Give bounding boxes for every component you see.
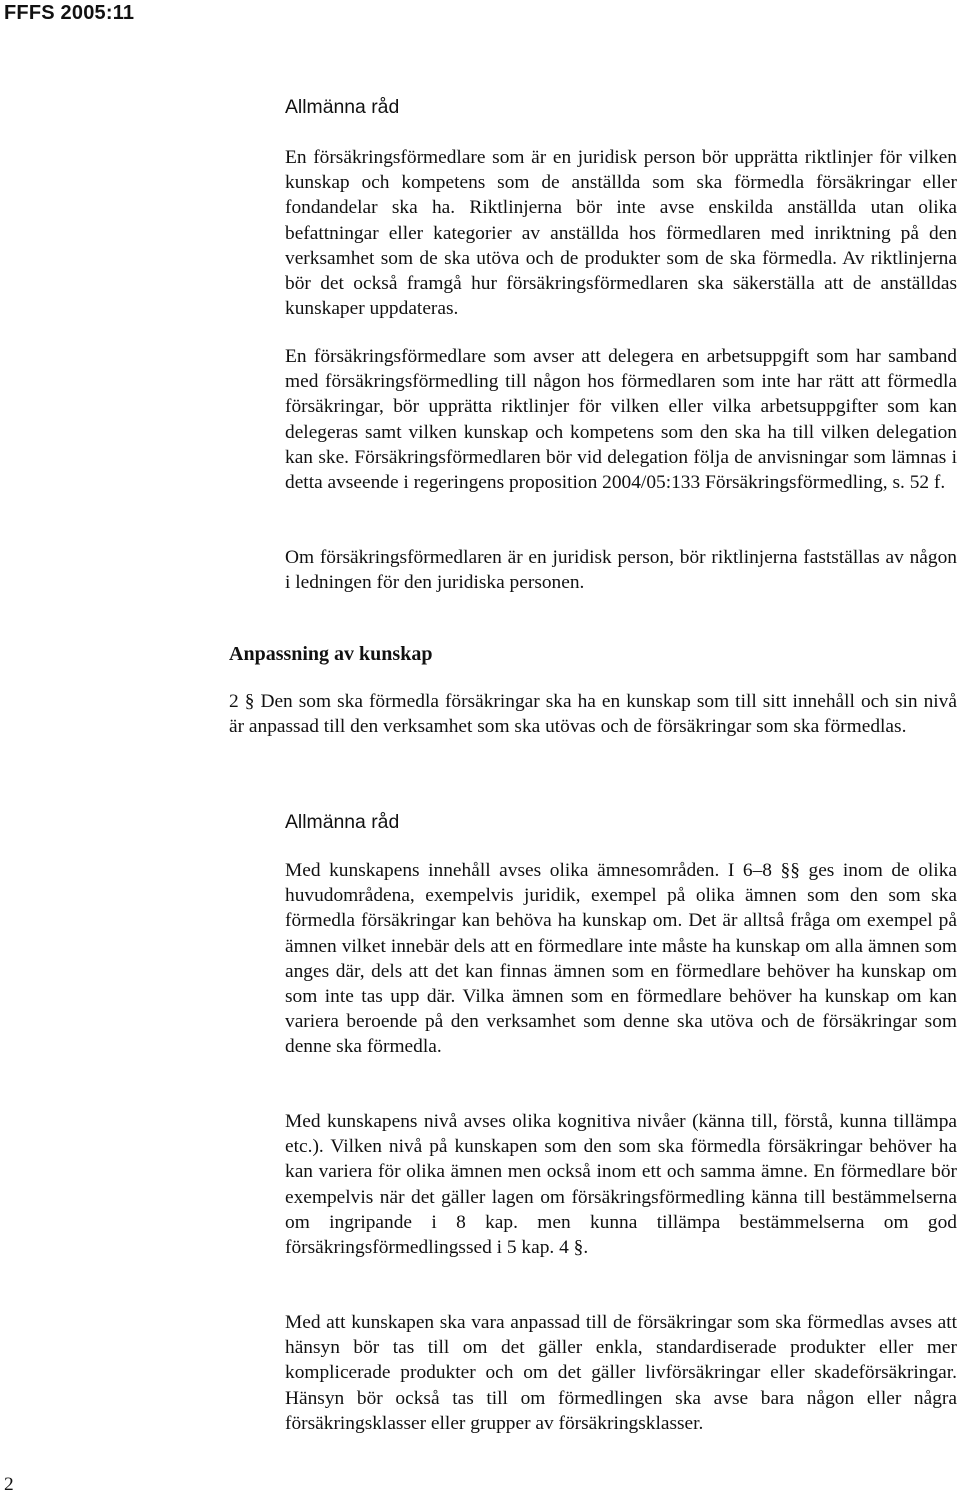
- section-text: Den som ska förmedla försäkringar ska ha en kunskap som till sitt innehåll och sin nivå är anpassad till den verksamhet som ska utövas och de försäkringar som ska förmedlas.: [229, 691, 957, 738]
- paragraph-sign: §: [244, 691, 255, 712]
- advice-paragraph-2: En försäkringsförmedlare som avser att delegera en arbetsuppgift som har samband med försäkringsförmedling till någon hos förmedlaren som inte har rätt att förmedla försäkringar, bör upprätta riktlinjer för vilken eller vilka arbetsuppgifter som kan delegeras samt vilken kunskap och kompetens som den ska ha till vilken delegation kan ske. Försäkringsförmedlaren bör vid delegation följa de anvisningar som lämnas i detta avseende i regeringens proposition 2004/05:133 Försäkringsförmedling, s. 52 f.: [285, 346, 957, 494]
- document-header: FFFS 2005:11: [4, 2, 135, 24]
- advice-paragraph-3: Om försäkringsförmedlaren är en juridisk person, bör riktlinjerna fastställas av någon i ledningen för den juridiska personen.: [285, 547, 957, 594]
- advice-paragraph-1: En försäkringsförmedlare som är en juridisk person bör upprätta riktlinjer för vilken kunskap och kompetens som de anställda som ska förmedla försäkringar eller fondandelar ska ha. Riktlinjerna bör inte avse enskilda anställda utan olika befattningar eller kategorier av anställda hos förmedlaren med inriktning på den verksamhet som de ska utöva och de produkter som de ska förmedla. Av riktlinjerna bör det också framgå hur försäkringsförmedlaren ska säkerställa att de anställdas kunskaper uppdateras.: [285, 147, 957, 320]
- general-advice-heading: Allmänna råd: [285, 96, 400, 118]
- advice2-paragraph-1: Med kunskapens innehåll avses olika ämnesområden. I 6–8 §§ ges inom de olika huvudområdena, exempelvis juridik, exempel på olika ämnen som den som ska förmedla försäkringar kan behöva ha kunskap om. Det är alltså fråga om exempel på ämnen vilket innebär dels att en förmedlare inte måste ha kunskap om alla ämnen som anges där, dels att det kan finnas ämnen som en förmedlare behöver ha kunskap om som inte tas upp där. Vilka ämnen som en förmedlare behöver ha kunskap om kan variera beroende på den verksamhet som denne ska utöva och de försäkringar som denne ska förmedla.: [285, 860, 957, 1058]
- page-number: 2: [4, 1474, 14, 1495]
- advice2-paragraph-3: Med att kunskapen ska vara anpassad till de försäkringar som ska förmedlas avses att hänsyn bör tas till om det gäller enkla, standardiserade produkter eller mer komplicerade produkter och om det gäller livförsäkringar eller skadeförsäkringar. Hänsyn bör också tas till om förmedlingen ska avse bara någon eller några försäkringsklasser eller grupper av försäkringsklasser.: [285, 1312, 957, 1434]
- section-paragraph-2: [229, 689, 957, 739]
- advice2-paragraph-2: Med kunskapens nivå avses olika kognitiva nivåer (känna till, förstå, kunna tillämpa etc.). Vilken nivå på kunskapen som den som ska förmedla försäkringar behöver ha kan variera för olika ämnen men också inom ett och samma ämne. En förmedlare bör exempelvis när det gäller lagen om försäkringsförmedling känna till bestämmelserna om ingripande i 8 kap. men kunna tillämpa bestämmelserna om god försäkringsförmedlingssed i 5 kap. 4 §.: [285, 1111, 957, 1259]
- section-heading: Anpassning av kunskap: [229, 643, 433, 665]
- paragraph-number: 2: [229, 691, 239, 712]
- general-advice-heading-2: Allmänna råd: [285, 811, 400, 833]
